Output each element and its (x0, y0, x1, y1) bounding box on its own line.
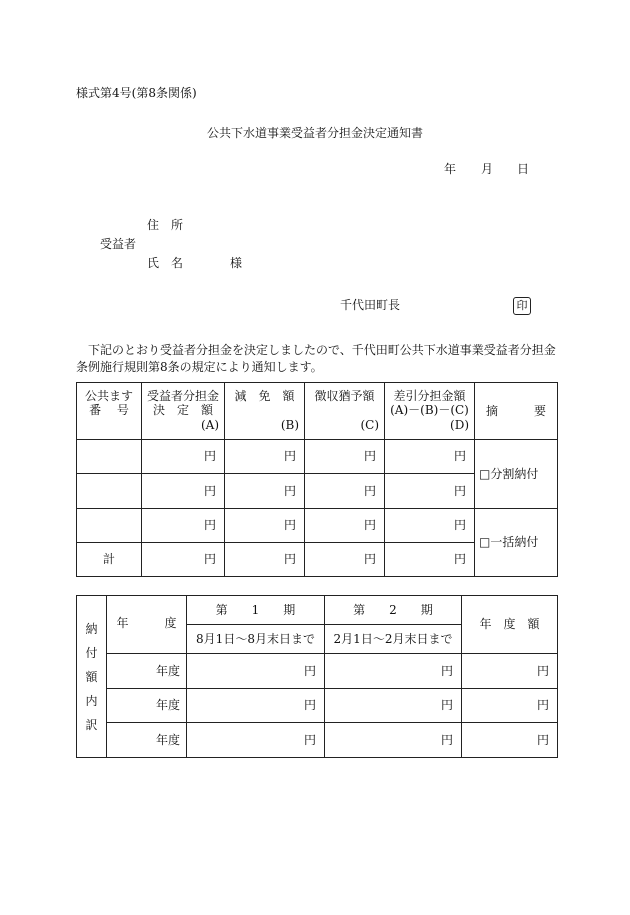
yen-cell: 円 (305, 474, 385, 509)
honorific: 様 (230, 256, 243, 270)
seal-mark (513, 297, 531, 315)
yen-cell: 円 (385, 543, 475, 577)
yen-cell: 円 (225, 440, 305, 474)
payment-breakdown-table (76, 595, 558, 758)
yen-cell: 円 (142, 440, 225, 474)
body-text-line1: 下記のとおり受益者分担金を決定しましたので、千代田町公共下水道事業受益者分担金 (76, 343, 556, 357)
yen-cell: 円 (142, 474, 225, 509)
body-text-line2: 条例施行規則第8条の規定により通知します。 (76, 360, 323, 374)
yen-cell: 円 (385, 474, 475, 509)
remark-installment: □分割納付 (475, 440, 558, 509)
table-row (77, 440, 558, 474)
year-cell: 年度 (107, 689, 187, 723)
number-cell (77, 474, 142, 509)
seal-stamp: 印 (513, 297, 531, 315)
header-net-amount: 差引分担金額 (A)－(B)－(C) (D) (385, 383, 475, 440)
document-title: 公共下水道事業受益者分担金決定通知書 (207, 126, 424, 140)
yen-cell: 円 (385, 440, 475, 474)
year-cell: 年度 (107, 654, 187, 689)
header-number: 公共ます 番 号 (77, 383, 142, 440)
header-deferral: 徴収猶予額 (C) (305, 383, 385, 440)
yen-cell: 円 (305, 440, 385, 474)
header-reduction: 減 免 額 (B) (225, 383, 305, 440)
yen-cell: 円 (462, 689, 558, 723)
yen-cell: 円 (325, 689, 462, 723)
remark-lump: □一括納付 (475, 509, 558, 577)
yen-cell: 円 (305, 509, 385, 543)
yen-cell: 円 (225, 509, 305, 543)
share-table (76, 382, 558, 577)
yen-cell: 円 (225, 474, 305, 509)
table-row (77, 509, 558, 543)
yen-cell: 円 (462, 723, 558, 758)
yen-cell: 円 (187, 689, 325, 723)
header-period2: 第 2 期 (325, 596, 462, 625)
yen-cell: 円 (305, 543, 385, 577)
share-table-header (77, 383, 558, 440)
yen-cell: 円 (462, 654, 558, 689)
yen-cell: 円 (225, 543, 305, 577)
yen-cell: 円 (187, 654, 325, 689)
period1-range: 8月1日〜8月末日まで (187, 625, 325, 654)
name-label: 氏 名 (147, 256, 184, 270)
date-day-label: 日 (517, 162, 530, 176)
header-share-amount: 受益者分担金 決 定 額 (A) (142, 383, 225, 440)
yen-cell: 円 (142, 543, 225, 577)
recipient-label: 受益者 (100, 237, 137, 251)
date-year-label: 年 (444, 162, 457, 176)
issuer-name: 千代田町長 (340, 298, 401, 312)
header-annual-amount: 年 度 額 (462, 596, 558, 654)
yen-cell: 円 (142, 509, 225, 543)
year-cell: 年度 (107, 723, 187, 758)
yen-cell: 円 (187, 723, 325, 758)
address-label: 住 所 (147, 218, 184, 232)
header-period1: 第 1 期 (187, 596, 325, 625)
form-number: 様式第4号(第8条関係) (76, 86, 197, 100)
yen-cell: 円 (385, 509, 475, 543)
breakdown-header (77, 596, 558, 625)
breakdown-side-label: 納 付 額 内 訳 (77, 596, 107, 758)
table-row (77, 723, 558, 758)
yen-cell: 円 (325, 723, 462, 758)
header-remarks: 摘 要 (475, 383, 558, 440)
number-cell (77, 509, 142, 543)
yen-cell: 円 (325, 654, 462, 689)
total-label: 計 (77, 543, 142, 577)
table-row (77, 689, 558, 723)
number-cell (77, 440, 142, 474)
period2-range: 2月1日〜2月末日まで (325, 625, 462, 654)
table-row (77, 654, 558, 689)
header-year: 年 度 (107, 596, 187, 654)
date-month-label: 月 (481, 162, 494, 176)
